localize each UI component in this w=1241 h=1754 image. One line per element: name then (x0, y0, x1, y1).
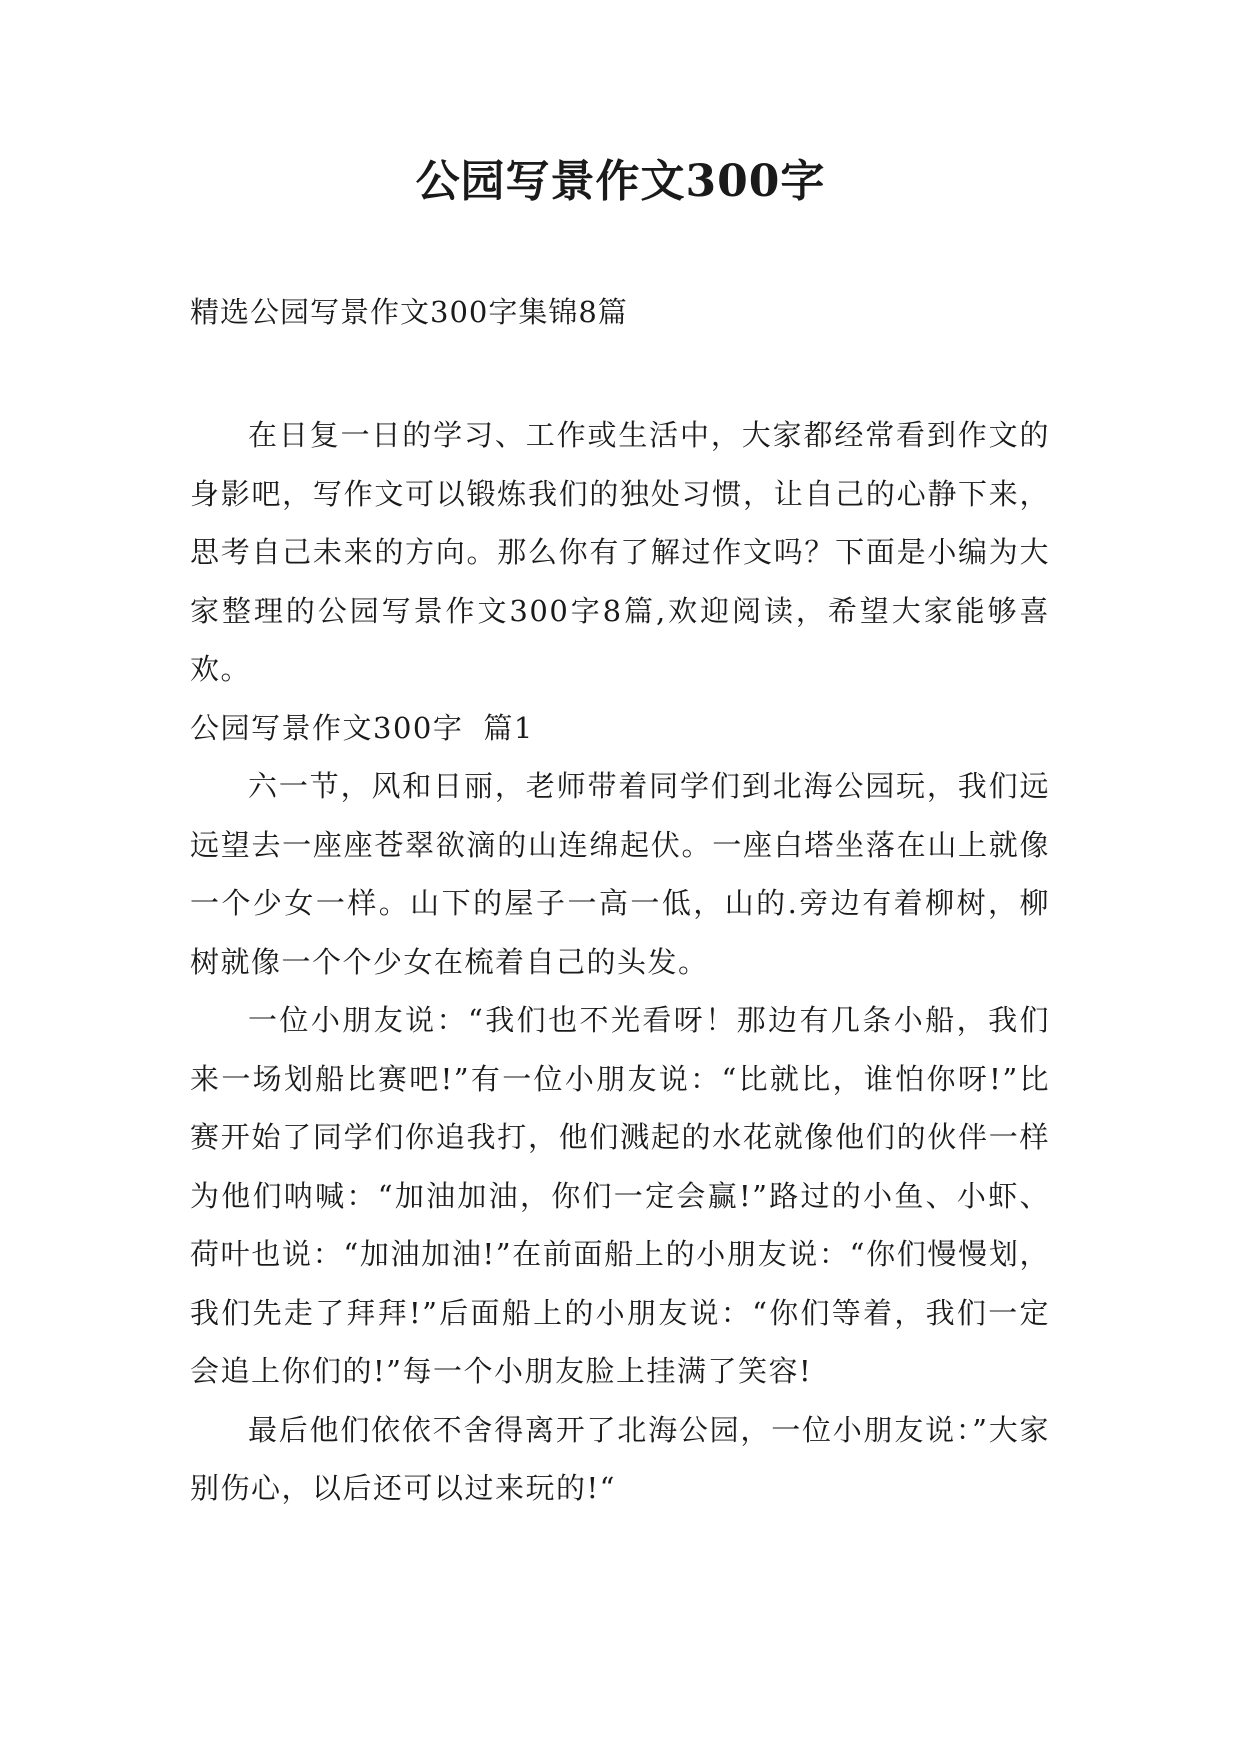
document-subtitle: 精选公园写景作文300字集锦8篇 (190, 295, 628, 329)
body-paragraph: 一位小朋友说：“我们也不光看呀！那边有几条小船，我们来一场划船比赛吧!”有一位小朋友说：“比就比，谁怕你呀!”比赛开始了同学们你追我打，他们溅起的水花就像他们的伙伴一样为他们呐喊：“加油加油，你们一定会赢!”路过的小鱼、小虾、荷叶也说：“加油加油!”在前面船上的小朋友说：“你们慢慢划，我们先走了拜拜!”后面船上的小朋友说：“你们等着，我们一定会追上你们的!”每一个小朋友脸上挂满了笑容! (190, 1003, 1050, 1388)
section-heading-number: 篇1 (483, 710, 534, 745)
intro-paragraph: 在日复一日的学习、工作或生活中，大家都经常看到作文的身影吧，写作文可以锻炼我们的独处习惯，让自己的心静下来，思考自己未来的方向。那么你有了解过作文吗？下面是小编为大家整理的公园写景作文300字8篇,欢迎阅读，希望大家能够喜欢。 (190, 418, 1050, 686)
document-title: 公园写景作文300字 (415, 156, 826, 207)
body-paragraph: 最后他们依依不舍得离开了北海公园，一位小朋友说：”大家别伤心，以后还可以过来玩的!“ (190, 1412, 1050, 1505)
document-body (190, 406, 1050, 1518)
section-heading-title: 公园写景作文300字 (190, 710, 464, 745)
body-paragraph: 六一节，风和日丽，老师带着同学们到北海公园玩，我们远远望去一座座苍翠欲滴的山连绵起伏。一座白塔坐落在山上就像一个少女一样。山下的屋子一高一低，山的.旁边有着柳树，柳树就像一个个少女在梳着自己的头发。 (190, 769, 1050, 979)
section-heading (190, 699, 1050, 758)
